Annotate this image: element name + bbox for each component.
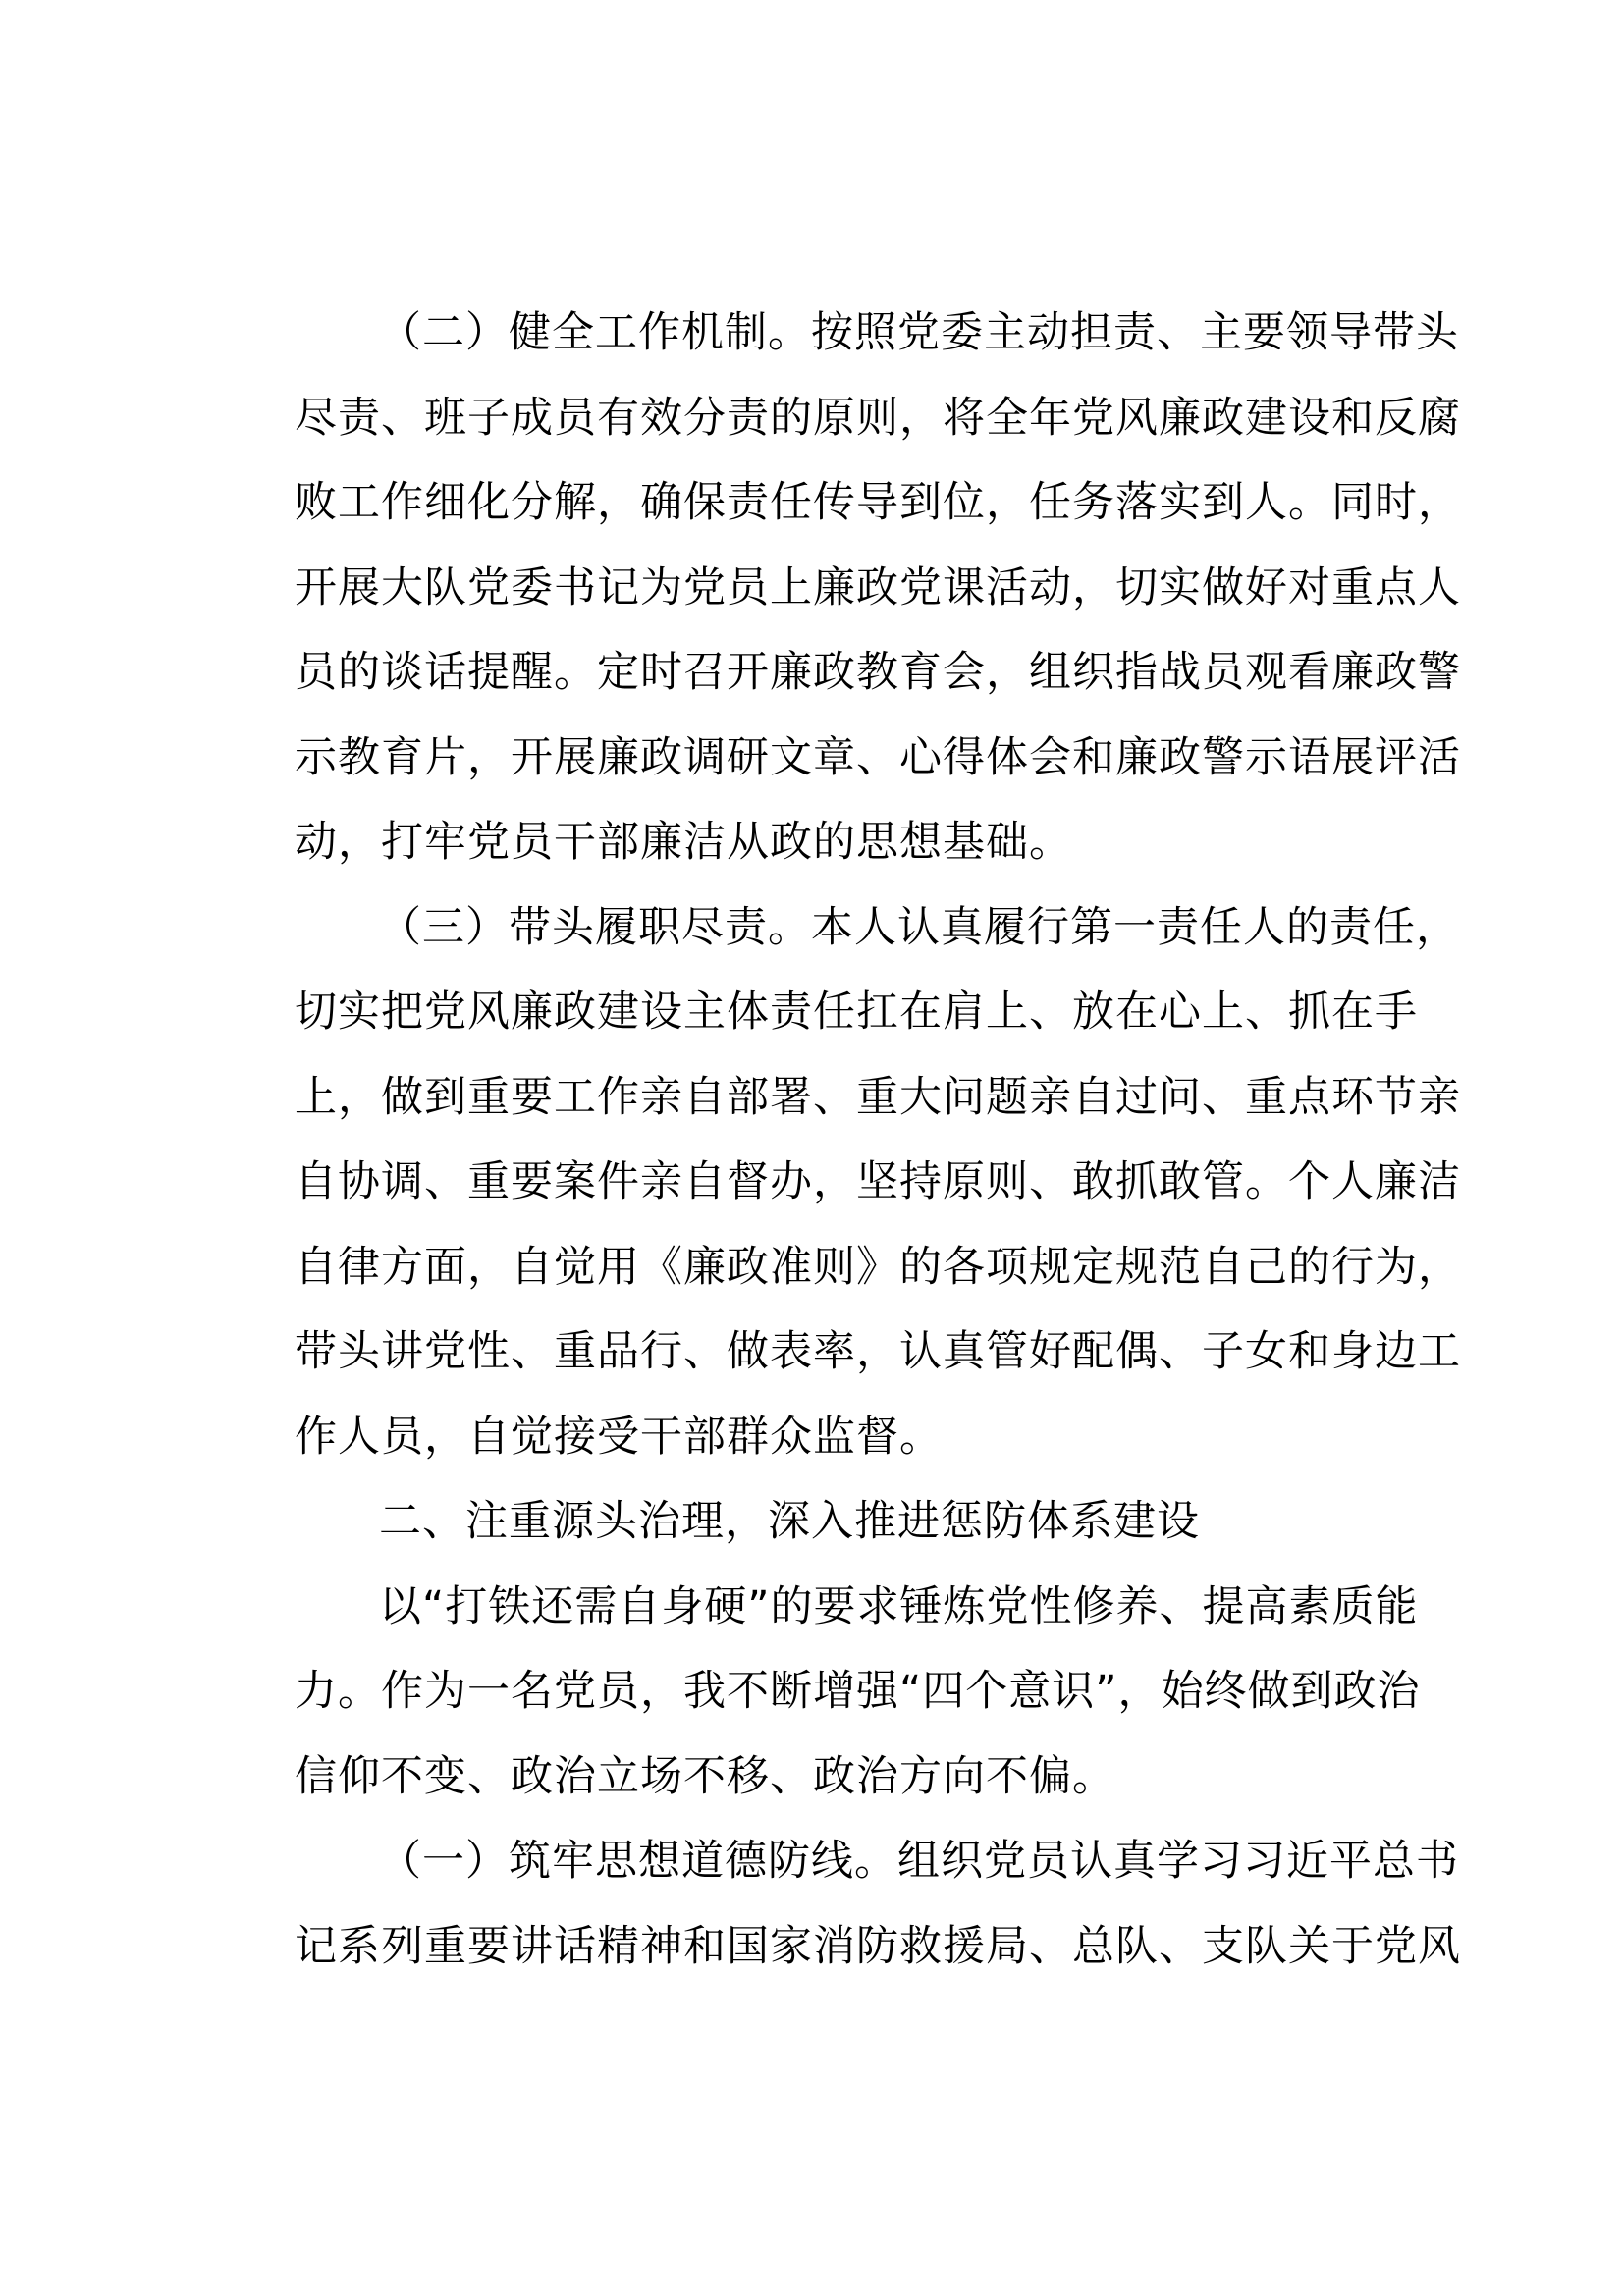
text-line: 示教育片，开展廉政调研文章、心得体会和廉政警示语展评活 bbox=[295, 732, 1461, 782]
text-line: 带头讲党性、重品行、做表率，认真管好配偶、子女和身边工 bbox=[295, 1327, 1461, 1376]
text-line: （二）健全工作机制。按照党委主动担责、主要领导带头 bbox=[379, 308, 1459, 357]
paragraph-self-discipline bbox=[210, 1565, 1421, 1820]
document-page bbox=[210, 291, 1461, 1989]
text-line: 败工作细化分解，确保责任传导到位，任务落实到人。同时， bbox=[295, 478, 1461, 527]
text-line: 力。作为一名党员，我不断增强“四个意识”，始终做到政治 bbox=[295, 1667, 1421, 1716]
section-heading-two bbox=[210, 1479, 1408, 1565]
text-line: 上，做到重要工作亲自部署、重大问题亲自过问、重点环节亲 bbox=[295, 1072, 1461, 1122]
paragraph-work-mechanism bbox=[210, 291, 1461, 885]
text-line: 以“打铁还需自身硬”的要求锤炼党性修养、提高素质能 bbox=[379, 1581, 1419, 1631]
text-line: 动，打牢党员干部廉洁从政的思想基础。 bbox=[295, 818, 1072, 867]
text-line: 作人员，自觉接受干部群众监督。 bbox=[295, 1412, 943, 1462]
text-line: 记系列重要讲话精神和国家消防救援局、总队、支队关于党风 bbox=[295, 1921, 1461, 1971]
text-line: 自律方面，自觉用《廉政准则》的各项规定规范自己的行为， bbox=[295, 1242, 1461, 1292]
text-line: 自协调、重要案件亲自督办，坚持原则、敢抓敢管。个人廉洁 bbox=[295, 1157, 1461, 1206]
text-line: 尽责、班子成员有效分责的原则，将全年党风廉政建设和反腐 bbox=[295, 393, 1461, 443]
paragraph-lead-by-example bbox=[210, 885, 1461, 1480]
text-line: （一）筑牢思想道德防线。组织党员认真学习习近平总书 bbox=[379, 1837, 1459, 1886]
text-line: （三）带头履职尽责。本人认真履行第一责任人的责任， bbox=[379, 902, 1459, 952]
text-line: 切实把党风廉政建设主体责任扛在肩上、放在心上、抓在手 bbox=[295, 988, 1418, 1037]
paragraph-moral-defense bbox=[210, 1819, 1461, 1989]
section-heading-text: 二、注重源头治理，深入推进惩防体系建设 bbox=[379, 1497, 1200, 1546]
text-line: 信仰不变、政治立场不移、政治方向不偏。 bbox=[295, 1751, 1115, 1801]
text-line: 开展大队党委书记为党员上廉政党课活动，切实做好对重点人 bbox=[295, 562, 1461, 613]
text-line: 员的谈话提醒。定时召开廉政教育会，组织指战员观看廉政警 bbox=[295, 648, 1461, 697]
